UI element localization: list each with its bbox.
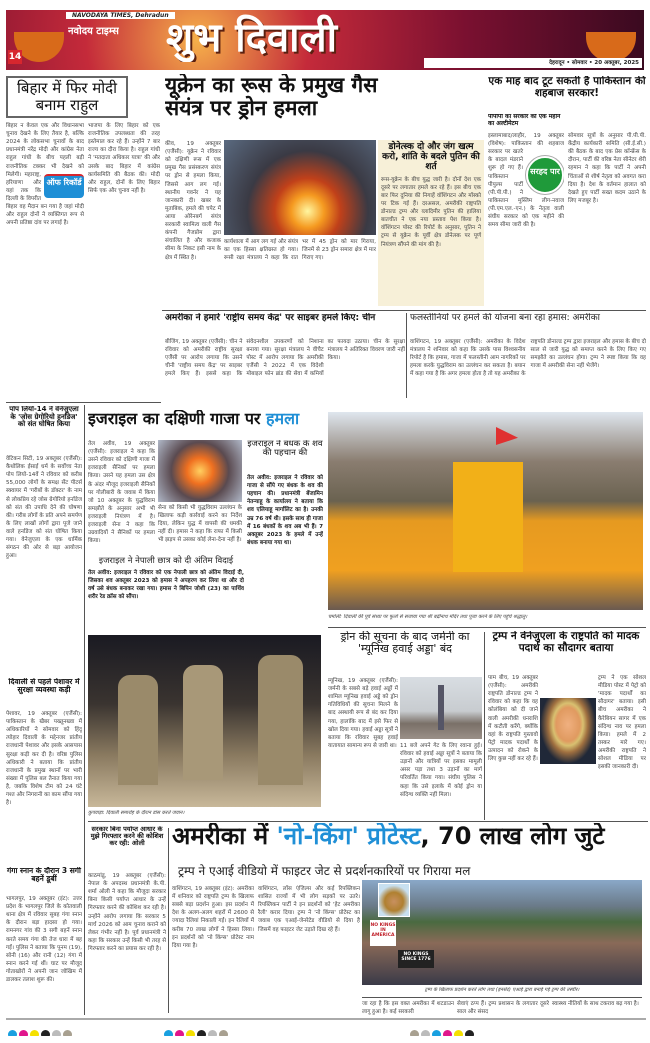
putin-body: रूस-यूक्रेन के बीच युद्ध जारी है। दोनों देश एक दूसरे पर लगातार हमले कर रहे हैं। इस बीच एक बार फिर दुनिया की निगाहें वॉशिंगटन और मॉस्को पर टिक गई हैं। दरअसल, अमरीकी राष्ट्रपति डोनाल्ड ट्रम्प और व्लादिमीर पुतिन की हालिया बातचीत ने एक नया प्रस्ताव पेश किया है। वॉशिंगटन पोस्ट की रिपोर्ट के अनुसार, पुतिन ने ट्रम्प से यूक्रेन के पूर्वी क्षेत्र डोनेत्स्क पर पूर्ण नियंत्रण सौंपने की मांग की है। (381, 176, 481, 248)
page-number: 14 (8, 52, 22, 62)
protest-crowd-photo (362, 880, 642, 985)
hamas-headline: फलस्तीनियों पर हमले की योजना बना रहा हमास: अमरीका (410, 313, 600, 323)
off-record-badge: ऑफ रिकॉर्ड (44, 174, 84, 198)
hamas-body: वाशिंगटन, 19 अक्तूबर (एजैंसी): अमरीका के विदेश मंत्रालय ने शनिवार को कहा कि उसके पास विश्वसनीय रिपोर्ट है कि हमास, गाजा में फलस्तीनी आम नागरिकों पर हमला करके युद्धविराम का उल्लंघन कर सकता है। बयान में कहा गया है कि अगर हमला होता है तो यह अमरीका के राष्ट्रपति डोनाल्ड ट्रम्प द्वारा इजराइल और हमास के बीच दो साल से जारी युद्ध को समाप्त करने के लिए किए गए समझौते का उल्लंघन होगा। ट्रम्प ने स्पष्ट किया कि वह गाजा में अमरीकी सेना नहीं भेजेंगे। (410, 339, 646, 378)
bihar-headline: बिहार में फिर मोदी बनाम राहुल (6, 76, 128, 118)
edition-label: NAVODAYA TIMES, Dehradun (66, 12, 175, 19)
peshawar-headline: दिवाली से पहले पेशावर में सुरक्षा व्यवस्था कड़ी (8, 678, 80, 695)
nokings-headline-part1: अमरीका में (172, 823, 269, 850)
pope-body: वेटिकन सिटी, 19 अक्तूबर (एजैंसी): कैथोलिक ईसाई धर्म के सर्वोच्च नेता पोप लियो-14वें ने रविवार को करीब 55,000 लोगों के समक्ष सेंट पीटर्स स्क्वायर में 'गरीबों के डॉक्टर' के नाम से लोकप्रिय रहे जोस ग्रेगोरियो हर्नांडेज को संत की उपाधि देने की घोषणा की। गरीब लोगों के प्रति अपने समर्पण के लिए लाखों लोगों द्वारा पूजे जाने वाले हर्नांडेज को संत घोषित किया गया। वेनेजुएला के एक धार्मिक संगठन की ओर से बड़ा आयोजन हुआ। (6, 456, 82, 560)
sarhad-paar-badge: सरहद पार (526, 156, 564, 194)
nokings-col2: वाशिंगटन, लॉस एंजिल्स और कई रिपब्लिकन शासित राज्यों में भी लोग सड़कों पर उतरे। रिपब्लिकन पार्टी ने इन प्रदर्शनों को 'हेट अमरीका रैली' करार दिया। ट्रम्प ने 'नो किंग्स' प्रोटेस्ट का जवाब एक एआई-जेनरेटेड वीडियो से दिया है जिसमें वह फाइटर जेट उड़ाते दिख रहे हैं। (258, 886, 360, 933)
israel-headline-highlight: हमला (266, 410, 300, 428)
putin-headline: डोनेत्स्क दो और जंग खत्म करो, शांति के बदले पुतिन की शर्त (382, 142, 480, 172)
nokings-col1: वाशिंगटन, 19 अक्तूबर (इंट): अमरीका में शनिवार को राष्ट्रपति ट्रम्प के खिलाफ सबसे बड़ा प्रदर्शन हुआ। इस प्रदर्शन में देश के अलग-अलग शहरों में 2600 से ज्यादा रैलियां निकाली गईं। इन रैलियों में करीब 70 लाख लोगों ने हिस्सा लिया। इन प्रदर्शनों को 'नो किंग्स' प्रोटेस्ट नाम दिया गया है। (172, 886, 254, 949)
nokings-cont-1: जा रहा है कि इस वक्त अमरीका में शटडाउन लागू हुआ है। कई सरकारी (362, 1001, 454, 1016)
munich-body-2: 11 बजे अपने गेट के लिए रवाना हुई। रविवार को हवाई अड्डा सूत्रों ने बताया कि उड़ानों और यात्रियों पर इसका मामूली असर पड़ा तथा 3 उड़ानों का मार्ग परिवर्तित किया गया। संघीय पुलिस ने कहा कि उसे इलाके में कोई ड्रोन या संदिग्ध व्यक्ति नहीं मिला। (400, 743, 482, 798)
pakistan-headline: एक माह बाद टूट सकती है पाकिस्तान की शहबाज सरकार! (488, 76, 646, 99)
munich-headline: ड्रोन की सूचना के बाद जर्मनी का 'म्यूनिख हवाई अड्डा' बंद (340, 631, 470, 656)
trump-portrait-photo (540, 698, 596, 764)
temple-caption: चमोली: दिवाली की पूर्व संध्या पर फूलों से सजाया गया श्री बद्रीनाथ मंदिर तथा पूजा करने के लिए पहुंचे श्रद्धालु। (328, 614, 528, 620)
munich-body-1: म्यूनिख, 19 अक्तूबर (एजैंसी): जर्मनी के सबसे बड़े हवाई अड्डों में शामिल म्यूनिख हवाई अड्डे को ड्रोन गतिविधियों की सूचना मिलने के बाद अस्थायी रूप से बंद कर दिया गया, हालांकि बाद में इसे फिर से खोल दिया गया। हवाई अड्डा सूत्रों ने बताया कि रविवार सुबह हवाई यातायात सामान्य रूप से जारी था। (328, 678, 398, 749)
pakistan-col1 (488, 132, 564, 308)
venezuela-body-1: पाम बीच, 19 अक्तूबर (एजैंसी): अमरीकी राष्ट्रपति डोनाल्ड ट्रम्प ने रविवार को कहा कि वह कोलंबिया को दी जाने वाली अमरीकी धनराशि में कटौती करेंगे, क्योंकि वहां के राष्ट्रपति गुस्तावो पेट्रो मादक पदार्थों के उत्पादन को रोकने के लिए कुछ नहीं कर रहे हैं। (488, 675, 538, 763)
pope-headline: पोप लियो-14 ने वेनेजुएला के 'जोस ग्रेगोरियो हर्नांडेज' को संत घोषित किया (9, 406, 79, 429)
pakistan-col1-text: इस्लामाबाद/लाहौर, 19 अक्तूबर (विशेष): पाकिस्तान की शहबाज सरकार पर खतरे के बादल मंडराने शुरू हो गए हैं। पाकिस्तान पीपुल्स पार्टी (पी.पी.पी.) ने पाकिस्तान मुस्लिम लीग-नवाज (पी.एम.एल.-एन.) के नेतृत्व वाली संघीय सरकार को एक महीने की समय सीमा जारी की है। (488, 133, 564, 229)
israel-body-1: तेल अवीव, 19 अक्तूबर (एजैंसी): इजराइल ने कहा कि उसने रविवार को दक्षिणी गाजा में इजराइली सैनिकों पर हमला किया। उसने यह हमला उस क्षेत्र के अंदर मौजूद इजराइली सैनिकों पर गोलीबारी के जवाब में किया जो 10 अक्तूबर के युद्धविराम समझौते के अनुसार अभी भी इजराइली नियंत्रण में है। इजराइली सेना ने कहा कि उग्रवादियों ने सैनिकों पर हमला किया। (88, 441, 155, 545)
paper-name: नवोदय टाइम्स (68, 26, 119, 37)
nokings-headline-part2: , 70 लाख लोग जुटे (420, 823, 605, 850)
nokings-subhead: ट्रम्प ने एआई वीडियो में फाइटर जेट से प्रदर्शनकारियों पर गिराया मल (178, 864, 471, 878)
dateline: देहरादून • सोमवार • 20 अक्तूबर, 2025 (424, 58, 642, 68)
nokings-headline (172, 823, 647, 859)
putin-box (378, 140, 484, 306)
peshawar-body: पेशावर, 19 अक्तूबर (एजैंसी): पाकिस्तान के खैबर पख्तूनख्वा में अधिकारियों ने सोमवार को हिंदू त्योहार दिवाली के मद्देनजर प्रांतीय राजधानी पेशावर और इसके आसपास सुरक्षा कड़ी कर दी है। वरिष्ठ पुलिस अधिकारी ने बताया कि प्रांतीय राजधानी के प्रमुख स्थानों पर भारी संख्या में पुलिस बल तैनात किया गया है, जबकि विशेष टीम को 24 घंटे गश्त और निगरानी का काम सौंपा गया है। (6, 711, 82, 807)
gaza-strike-photo (158, 440, 242, 502)
nepali-headline: इजराइल ने नेपाली छात्र को दी अंतिम विदाई (98, 556, 234, 566)
venezuela-headline: ट्रम्प ने वेनेजुएला के राष्ट्रपति को मादक पदार्थ का सौदागर बताया (492, 631, 640, 654)
bihar-col1 (6, 122, 84, 400)
masthead (6, 10, 644, 70)
oli-headline: सरकार बिना पर्याप्त आधार के मुझे गिरफ्तार करने की कोशिश कर रही: ओली (90, 826, 164, 848)
ukraine-body-2: कार्यशाला में आग लग गई और संयंत्र का एक हिस्सा क्षतिग्रस्त हो गया। रूसी रक्षा मंत्रालय ने कहा कि रात भर में 45 ड्रोन को मार गिराया, जिनमें से 23 ड्रोन समारा क्षेत्र में मार गिराए गए। (224, 239, 376, 262)
ganga-headline: गंगा स्नान के दौरान 3 सगी बहनें डूबीं (7, 867, 81, 884)
hostage-headline: इजराइल ने बंधक के शव की पहचान की (247, 440, 323, 459)
color-registration-marks (8, 1024, 648, 1036)
ganga-body: भागलपुर, 19 अक्तूबर (इंट): उत्तर प्रदेश के भागलपुर जिले के कोतवाली थाना क्षेत्र में रविवार सुबह गंगा स्नान के दौरान बड़ा हादसा हो गया। रामनगर गांव की 3 सगी बहनें स्नान करते समय गंगा की तेज धारा में बह गईं। पुलिस ने बताया कि पूनम (19), सोनी (16) और रानी (12) गंगा में स्नान करने गई थीं। घाट पर मौजूद गोताखोरों ने अपनी जान जोखिम में डालकर तलाश शुरू की। (6, 896, 82, 984)
ukraine-headline: यूक्रेन का रूस के प्रमुख गैस संयंत्र पर ड्रोन हमला (165, 74, 378, 121)
pakistan-subhead: पीपीपी का सरकार को एक महीने का अल्टीमेटम (488, 114, 561, 127)
israel-body-2: सेना को किसी भी युद्धविराम उल्लंघन के खिलाफ कड़ी कार्रवाई करने का निर्देश दिया, लेकिन युद्ध में वापसी की धमकी नहीं दी। हमास ने कहा कि राफा में किसी भी झड़प से उसका कोई लेना-देना नहीं है। (158, 505, 242, 544)
nepali-body: तेल अवीव: इजराइल ने रविवार को एक नेपाली छात्र को अंतिम विदाई दी, जिसका शव अक्तूबर 2023 को हमास ने अपहरण कर लिया था और दो वर्ष उसे बंधक बनाकर रखा गया। हमास ने बिपिन जोशी (23) का पार्थिव शरीर रेड क्रॉस को सौंपा। (88, 570, 244, 601)
venezuela-body-2: ट्रम्प ने एक सोशल मीडिया पोस्ट में पेट्रो को 'मादक पदार्थों का सौदागर' बताया। इसी बीच अमरीका ने कैरेबियन सागर में एक संदिग्ध नाव पर हमला किया। हमले में 2 तस्कर मारे गए। अमरीकी राष्ट्रपति ने सोशल मीडिया पर इसकी जानकारी दी। (598, 675, 646, 771)
ai-trump-inset-photo (378, 883, 410, 917)
bihar-col2: भाजपा के लिए बिहार को एक राजनीतिक उपलब्धता की तरह इस्तेमाल कर रहे हैं। उन्होंने 7 बार राज्य का दौरा किया है। राहुल गांधी ने 'मतदाता अधिकार यात्रा' की और उसके बाद बिहार में कांग्रेस कार्यसमिति की बैठक की। मोदी और राहुल, दोनों के लिए बिहार सिर्फ एक और चुनाव नहीं है। (88, 123, 160, 194)
hostage-body: तेल अवीव: इजराइल ने रविवार को गाजा से सौंपे गए बंधक के शव की पहचान की। प्रधानमंत्री बेंजामिन नेतन्याहू के कार्यालय ने बताया कि शव एलियाहू मार्गालिट का है। उनकी उम्र 76 वर्ष थी। इसके साथ ही गाजा में 16 बंधकों के शव अब भी हैं। 7 अक्तूबर 2023 के हमले में उन्हें बंधक बनाया गया था। (247, 475, 323, 546)
soldiers-caption: कुपवाड़ा: दिवाली समारोह के दौरान डांस करते जवान। (88, 810, 185, 816)
nokings-cont-3: स्वास्थ्य नीतियों के साथ टकराव बढ़ गया है। (552, 1001, 639, 1007)
ukraine-body-1: कीव, 19 अक्तूबर (एजैंसी): यूक्रेन ने रविवार को दक्षिणी रूस में एक प्रमुख गैस प्रसंस्करण संयंत्र पर ड्रोन से हमला किया, जिससे आग लग गई। स्थानीय गवर्नर ने यह जानकारी दी। खबर के मुताबिक, हमले की चपेट में आया ओरेनबर्ग संयंत्र सरकारी स्वामित्व वाली गैस कंपनी गैजप्रोम द्वारा संचालित है और कजाक सीमा के निकट इसी नाम के क्षेत्र में स्थित है। (165, 141, 221, 261)
nokings-cont-2: सेवाएं ठप्प हैं। ट्रम्प प्रशासन के लगातार दूसरे साल और संसद (457, 1001, 549, 1016)
israel-headline-main: इजराइल का दक्षिणी गाजा पर (88, 410, 261, 428)
protest-caption: ट्रम्प के खिलाफ प्रदर्शन करते लोग तथा (इनसेट) एआई द्वारा बनाई गई ट्रम्प की तस्वीर। (424, 987, 580, 993)
china-headline: अमरीका ने हमारे 'राष्ट्रीय समय केंद्र' पर साइबर हमले किए: चीन (165, 313, 376, 323)
oli-body: काठमांडू, 19 अक्तूबर (एजैंसी): नेपाल के अपदस्थ प्रधानमंत्री के.पी. शर्मा ओली ने कहा कि मौजूदा सरकार बिना किसी पर्याप्त आधार के उन्हें गिरफ्तार करने की कोशिश कर रही है। उन्होंने आरोप लगाया कि सरकार 5 मार्च 2026 को आम चुनाव कराने को लेकर गंभीर नहीं है। पूर्व प्रधानमंत्री ने कहा कि सरकार उन्हें किसी भी तरह से गिरफ्तार करने का प्रयास कर रही है। (88, 873, 166, 952)
protest-sign-1: NO KINGS IN AMERICA (370, 920, 396, 946)
munich-airport-photo (400, 677, 482, 739)
israel-headline (88, 410, 324, 436)
china-body: बीजिंग, 19 अक्तूबर (एजैंसी): चीन ने रविवार को अमरीकी राष्ट्रीय सुरक्षा एजैंसी पर आरोप लगाया कि उसने चीनी 'राष्ट्रीय समय केंद्र' पर साइबर हमले किए हैं। इससे कहा कि संवेदनशील उपकरणों को निशाना बनाया गया। सुरक्षा मंत्रालय ने वीचैट पोस्ट में आरोप लगाया कि अमरीकी एजैंसी ने 2022 में एक विदेशी मोबाइल फोन ब्रांड की सेवा में कमियों का फायदा उठाया। चीन के सुरक्षा मंत्रालय ने अतिरिक्त विवरण जारी नहीं किया। (165, 339, 405, 378)
festival-title: शुभ दिवाली (166, 15, 337, 61)
badrinath-temple-photo (328, 412, 643, 610)
gas-plant-fire-photo (224, 140, 376, 235)
bihar-col1-text: बिहार न केवल एक और विधानसभा चुनाव देखने के लिए तैयार है, बल्कि 2024 के लोकसभा चुनावों के बाद प्रधानमंत्री नरेंद्र मोदी और कांग्रेस नेता राहुल गांधी के बीच पहली बड़ी राजनीतिक टक्कर भी देखने को मिलेगी। महाराष्ट्र, हरियाणा और यहां तक कि दिल्ली के विपरीत बिहार वह मैदान बन गया है जहां मोदी और राहुल दोनों ने व्यक्तिगत रूप से अपनी प्रतिष्ठा दांव पर लगाई है। (6, 123, 84, 227)
soldiers-dancing-photo (88, 635, 321, 807)
pakistan-col2: सोमवार सूत्रों के अनुसार पी.पी.पी. केंद्रीय कार्यकारी समिति (सी.ई.सी.) की बैठक के बाद एक प्रेस कॉन्फ्रेंस के दौरान, पार्टी की वरिष्ठ नेता सीनेटर शेरी रहमान ने कहा कि पार्टी ने अपनी चिंताओं से शीर्ष नेतृत्व को अवगत करा दिया है। देश के वर्तमान हालात को देखते हुए पार्टी सख्त कदम उठाने के लिए मजबूर है। (568, 133, 646, 204)
protest-sign-2: NO KINGS SINCE 1776 (398, 950, 434, 968)
nokings-headline-highlight: 'नो-किंग' प्रोटेस्ट (276, 823, 421, 850)
